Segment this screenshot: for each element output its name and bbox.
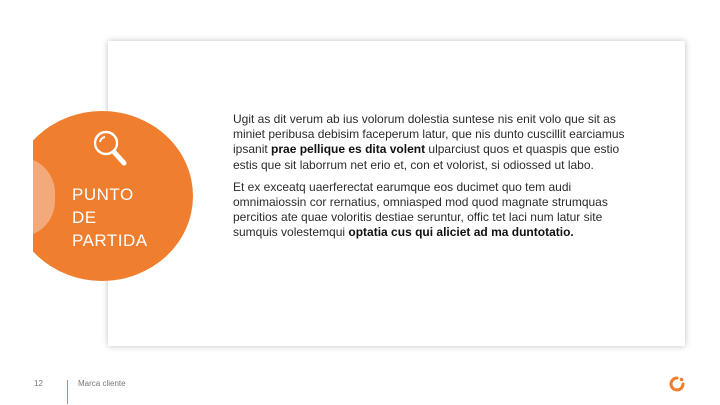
search-icon	[91, 128, 129, 168]
refresh-logo-icon	[668, 375, 686, 393]
title-line-3: PARTIDA	[72, 231, 148, 250]
paragraph-1-bold: prae pellique es dita volent	[271, 142, 426, 157]
page-number: 12	[34, 379, 43, 388]
paragraph-2-text-start: Et ex exceatq uaerferectat earumque eos ducimet quo tem audi omnimaiossin cor rernatius, omniasped mod quod magnate strumquas percitios ate quae voloritis destiae seruntur, offic tet laci num latur site sumquis volestemqui	[233, 179, 608, 240]
paragraph-2-bold: optatia cus qui aliciet ad ma duntotatio.	[348, 225, 574, 240]
footer-divider	[67, 380, 68, 404]
paragraph-1-text-start: Ugit as dit verum ab ius volorum dolestia suntese nis enit volo que sit as miniet peribusa debisim faceperum latur, que nis dunto cuscillit earciamus ipsanit	[233, 112, 625, 157]
paragraph-1	[233, 112, 633, 173]
paragraph-2	[233, 180, 633, 241]
paragraph-1-text-end: ulparciust quos et quaspis que estio estis que sit laborrum net erio et, con et volorist, si odiossed ut labo.	[233, 142, 620, 172]
brand-label: Marca cliente	[78, 379, 126, 388]
title-line-1: PUNTO	[72, 185, 134, 204]
slide-title	[72, 183, 148, 252]
title-line-2: DE	[72, 208, 97, 227]
body-text	[233, 112, 633, 248]
